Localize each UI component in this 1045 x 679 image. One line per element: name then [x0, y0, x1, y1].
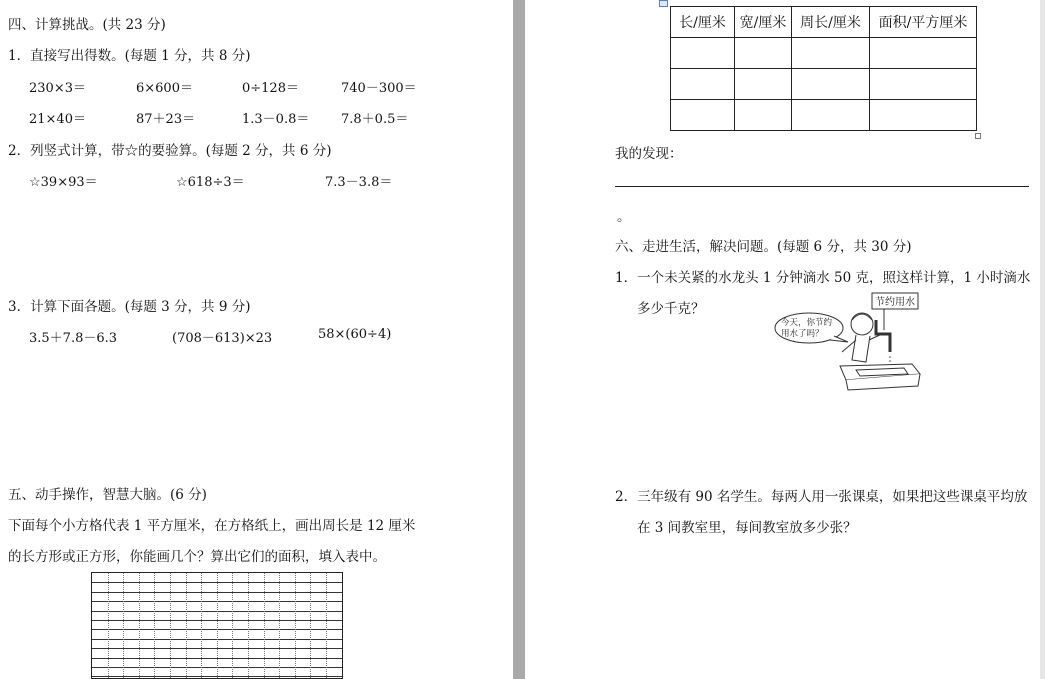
section5-title: 五、动手操作，智慧大脑。(6 分) — [8, 487, 207, 503]
q1-expression: 230×3＝ — [29, 81, 86, 96]
grid-line — [139, 573, 140, 678]
table-cell[interactable] — [792, 38, 870, 69]
table-cell[interactable] — [870, 69, 977, 100]
problem1-text: 1．一个未关紧的水龙头 1 分钟滴水 50 克，照这样计算，1 小时滴水 — [615, 270, 1031, 286]
page-divider — [513, 0, 525, 679]
water-saving-illustration — [772, 290, 924, 396]
table-row — [671, 38, 977, 69]
table-cell[interactable] — [870, 38, 977, 69]
table-cell[interactable] — [671, 100, 735, 131]
grid-paper — [91, 572, 343, 679]
table-header-cell: 周长/厘米 — [792, 7, 870, 38]
table-cell[interactable] — [792, 69, 870, 100]
table-cell[interactable] — [671, 38, 735, 69]
grid-line — [326, 573, 327, 678]
question2-title: 2．列竖式计算，带☆的要验算。(每题 2 分，共 6 分) — [8, 143, 332, 159]
page-edge-shadow — [1040, 0, 1045, 679]
section5-instruction: 的长方形或正方形，你能画几个？算出它们的面积，填入表中。 — [8, 549, 386, 565]
problem1-text: 多少千克？ — [637, 301, 705, 317]
table-header-cell: 宽/厘米 — [735, 7, 792, 38]
grid-line — [201, 573, 202, 678]
table-row — [671, 100, 977, 131]
q2-expression: ☆618÷3＝ — [176, 175, 245, 190]
problem2-text: 在 3 间教室里，每间教室放多少张？ — [637, 520, 857, 536]
grid-line — [154, 573, 155, 678]
answer-table — [670, 6, 977, 131]
q1-expression: 1.3－0.8＝ — [242, 112, 310, 127]
grid-line — [170, 573, 171, 678]
grid-line — [217, 573, 218, 678]
question3-title: 3．计算下面各题。(每题 3 分，共 9 分) — [8, 299, 251, 315]
answer-line — [615, 186, 1029, 187]
q1-expression: 21×40＝ — [29, 112, 86, 127]
q1-expression: 6×600＝ — [136, 81, 193, 96]
grid-line — [108, 573, 109, 678]
child-head — [851, 313, 873, 335]
table-cell[interactable] — [735, 38, 792, 69]
question1-title: 1．直接写出得数。(每题 1 分，共 8 分) — [8, 48, 251, 64]
q3-expression: 58×(60÷4) — [318, 327, 392, 342]
table-cell[interactable] — [735, 69, 792, 100]
table-cell[interactable] — [735, 100, 792, 131]
q3-expression: (708－613)×23 — [172, 331, 273, 346]
section4-title: 四、计算挑战。(共 23 分) — [8, 17, 166, 33]
q1-expression: 740－300＝ — [341, 81, 417, 96]
table-move-handle[interactable] — [659, 0, 668, 7]
table-header-row — [671, 7, 977, 38]
q2-expression: 7.3－3.8＝ — [325, 175, 393, 190]
q1-expression: 87＋23＝ — [136, 112, 196, 127]
grid-line — [186, 573, 187, 678]
grid-line — [295, 573, 296, 678]
sign-text: 节约用水 — [875, 297, 915, 308]
finding-end-mark: 。 — [617, 209, 631, 225]
grid-line — [232, 573, 233, 678]
table-header-cell: 长/厘米 — [671, 7, 735, 38]
grid-line — [279, 573, 280, 678]
table-resize-handle[interactable] — [975, 133, 981, 139]
bubble-text: 今天，你节约 — [781, 318, 833, 328]
table-cell[interactable] — [671, 69, 735, 100]
grid-line — [310, 573, 311, 678]
grid-line — [264, 573, 265, 678]
section6-title: 六、走进生活，解决问题。(每题 6 分，共 30 分) — [615, 239, 912, 255]
q1-expression: 7.8＋0.5＝ — [341, 112, 409, 127]
finding-label: 我的发现： — [615, 146, 683, 162]
q2-expression: ☆39×93＝ — [29, 175, 98, 190]
grid-line — [123, 573, 124, 678]
grid-line — [248, 573, 249, 678]
bubble-text: 用水了吗？ — [781, 329, 824, 339]
table-cell[interactable] — [792, 100, 870, 131]
table-cell[interactable] — [870, 100, 977, 131]
q3-expression: 3.5＋7.8－6.3 — [29, 331, 118, 346]
section5-instruction: 下面每个小方格代表 1 平方厘米，在方格纸上，画出周长是 12 厘米 — [8, 518, 416, 534]
table-header-cell: 面积/平方厘米 — [870, 7, 977, 38]
table-row — [671, 69, 977, 100]
problem2-text: 2．三年级有 90 名学生。每两人用一张课桌，如果把这些课桌平均放 — [615, 489, 1028, 505]
q1-expression: 0÷128＝ — [242, 81, 299, 96]
